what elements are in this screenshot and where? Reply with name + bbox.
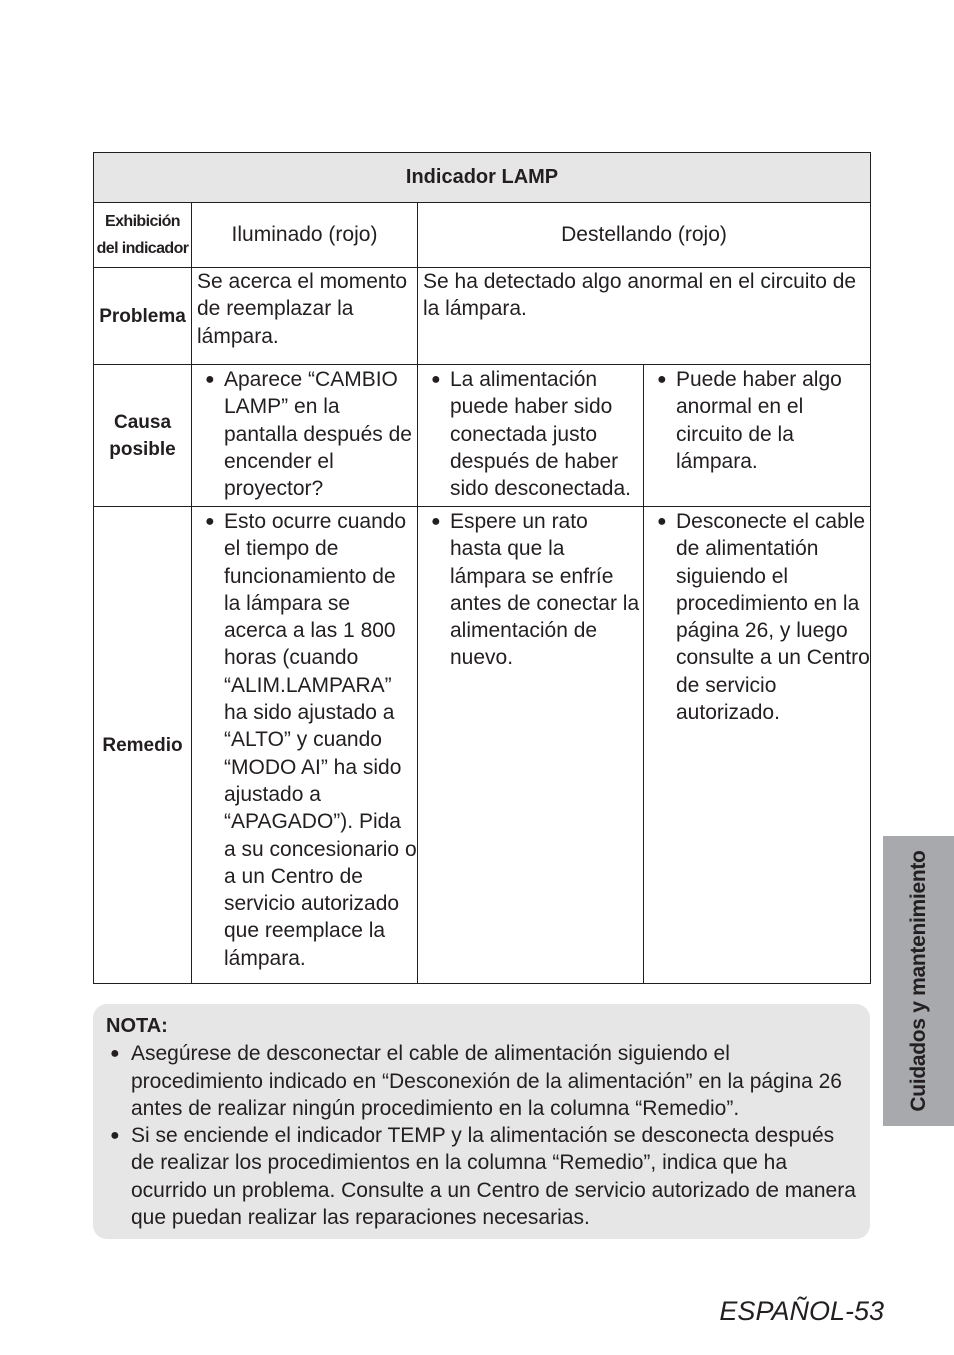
table-row-display (94, 203, 871, 268)
section-side-tab (883, 836, 954, 1126)
side-tab-label: Cuidados y mantenimiento (906, 850, 930, 1112)
row-label-cause-line2: posible (109, 438, 176, 460)
lamp-indicator-table (93, 152, 871, 984)
remedy-text-2: Espere un rato hasta que la lámpara se enfríe antes de conectar la alimentación de nuevo. (450, 510, 640, 670)
note-text-2: Si se enciende el indicador TEMP y la alimentación se desconecta después de realizar los procedimientos en la columna “Remedio”, indica que ha ocurrido un problema. Consulte a un Centro de servicio autorizado de manera que puedan realizar las reparaciones necesarias. (131, 1124, 856, 1230)
row-label-cause (94, 365, 192, 507)
problem-flashing-cell: Se ha detectado algo anormal en el circuito de la lámpara. (418, 268, 871, 365)
note-text-1: Asegúrese de desconectar el cable de alimentación siguiendo el procedimiento indicado en “Desconexión de la alimentación” en la página 26 antes de realizar ningún procedimiento en la columna “Remedio”. (131, 1042, 842, 1120)
cause-text-1: Aparece “CAMBIO LAMP” en la pantalla después de encender el proyector? (224, 368, 412, 501)
row-label-remedy: Remedio (94, 507, 192, 984)
table-row-remedy (94, 507, 871, 984)
table-row-problem (94, 268, 871, 365)
page-number: ESPAÑOL-53 (719, 1296, 884, 1326)
table-row-cause (94, 365, 871, 507)
note-item (106, 1040, 860, 1122)
bullet-icon: ● (431, 513, 441, 530)
table-header-row (94, 153, 871, 203)
bullet-icon: ● (431, 371, 441, 388)
display-lit-cell: Iluminado (rojo) (192, 203, 418, 268)
row-label-display (94, 203, 192, 268)
row-label-display-line1: Exhibición (105, 213, 180, 230)
note-title: NOTA: (106, 1015, 168, 1037)
bullet-icon: ● (110, 1045, 120, 1063)
bullet-icon: ● (205, 371, 215, 388)
remedy-cell-2 (418, 507, 644, 984)
bullet-icon: ● (657, 513, 667, 530)
cause-cell-3 (644, 365, 871, 507)
cause-text-3: Puede haber algo anormal en el circuito de la lámpara. (676, 368, 842, 473)
remedy-text-1: Esto ocurre cuando el tiempo de funcionamiento de la lámpara se acerca a las 1 800 horas (cuando “ALIM.LAMPARA” ha sido ajustado a “ALTO” y cuando “MODO AI” ha sido ajustado a “APAGADO”). Pida a su concesionario o a un Centro de servicio autorizado que reemplace la lámpara. (224, 510, 417, 970)
bullet-icon: ● (110, 1127, 120, 1145)
problem-lit-cell: Se acerca el momento de reemplazar la lámpara. (192, 268, 418, 365)
remedy-cell-1 (192, 507, 418, 984)
remedy-text-3: Desconecte el cable de alimentatión siguiendo el procedimiento en la página 26, y luego consulte a un Centro de servicio autorizado. (676, 510, 870, 725)
cause-cell-1 (192, 365, 418, 507)
bullet-icon: ● (205, 513, 215, 530)
display-flashing-cell: Destellando (rojo) (418, 203, 871, 268)
note-box (93, 1004, 870, 1239)
row-label-display-line2: del indicador (96, 240, 189, 257)
remedy-cell-3 (644, 507, 871, 984)
cause-cell-2 (418, 365, 644, 507)
bullet-icon: ● (657, 371, 667, 388)
table-title: Indicador LAMP (94, 153, 871, 203)
note-item (106, 1122, 860, 1231)
row-label-cause-line1: Causa (113, 411, 172, 433)
cause-text-2: La alimentación puede haber sido conectada justo después de haber sido desconectada. (450, 368, 631, 501)
row-label-problem: Problema (94, 268, 192, 365)
